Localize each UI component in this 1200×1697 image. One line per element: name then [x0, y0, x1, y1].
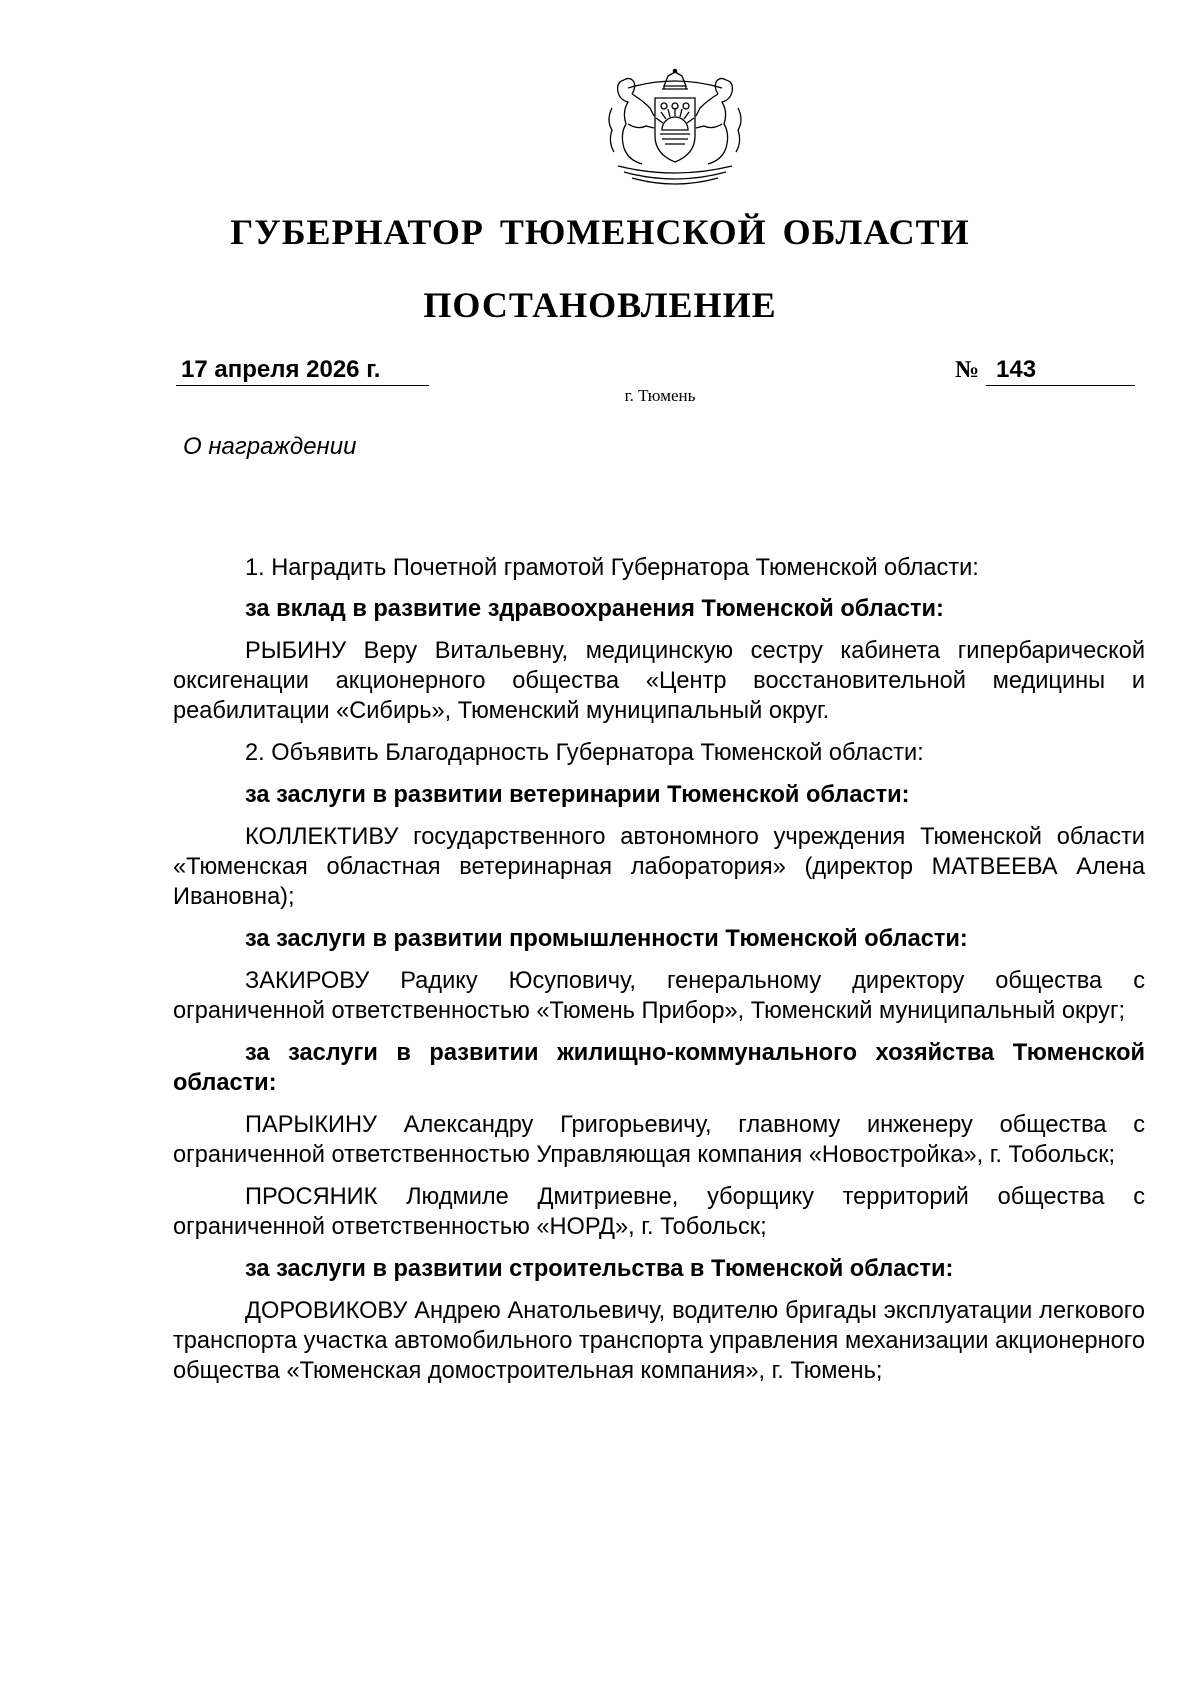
- document-body: [173, 553, 1145, 1398]
- coat-of-arms-icon: [598, 68, 752, 190]
- document-date: 17 апреля 2026 г.: [176, 356, 429, 386]
- section-heading: за заслуги в развитии промышленности Тюменской области:: [245, 926, 968, 952]
- authority-title: ГУБЕРНАТОР ТЮМЕНСКОЙ ОБЛАСТИ: [230, 212, 970, 252]
- document-number: 143: [986, 356, 1135, 386]
- document-type: ПОСТАНОВЛЕНИЕ: [423, 285, 777, 325]
- section-heading: за заслуги в развитии строительства в Тюменской области:: [245, 1256, 954, 1282]
- section-heading: за вклад в развитие здравоохранения Тюменской области:: [245, 596, 944, 622]
- number-label: №: [955, 357, 980, 383]
- award-item: ДОРОВИКОВУ Андрею Анатольевичу, водителю бригады эксплуатации легкового транспорта участка автомобильного транспорта управления механизации акционерного общества «Тюменская домостроительная компания», г. Тюмень;: [173, 1298, 1145, 1384]
- award-item: РЫБИНУ Веру Витальевну, медицинскую сестру кабинета гипербарической оксигенации акционерного общества «Центр восстановительной медицины и реабилитации «Сибирь», Тюменский муниципальный округ.: [173, 638, 1145, 724]
- paragraph-2: 2. Объявить Благодарность Губернатора Тюменской области:: [245, 740, 924, 766]
- award-item: ПАРЫКИНУ Александру Григорьевичу, главному инженеру общества с ограниченной ответственностью Управляющая компания «Новостройка», г. Тобольск;: [173, 1112, 1145, 1168]
- award-item: КОЛЛЕКТИВУ государственного автономного учреждения Тюменской области «Тюменская областная ветеринарная лаборатория» (директор МАТВЕЕВА Алена Ивановна);: [173, 824, 1145, 910]
- section-heading: за заслуги в развитии ветеринарии Тюменской области:: [245, 782, 910, 808]
- section-heading: за заслуги в развитии жилищно-коммунального хозяйства Тюменской области:: [173, 1040, 1145, 1096]
- paragraph-1: 1. Наградить Почетной грамотой Губернатора Тюменской области:: [245, 555, 979, 581]
- document-city: г. Тюмень: [624, 386, 696, 405]
- award-item: ЗАКИРОВУ Радику Юсуповичу, генеральному директору общества с ограниченной ответственностью «Тюмень Прибор», Тюменский муниципальный округ;: [173, 968, 1145, 1024]
- award-item: ПРОСЯНИК Людмиле Дмитриевне, уборщику территорий общества с ограниченной ответственностью «НОРД», г. Тобольск;: [173, 1184, 1145, 1240]
- document-subject: О награждении: [183, 433, 357, 460]
